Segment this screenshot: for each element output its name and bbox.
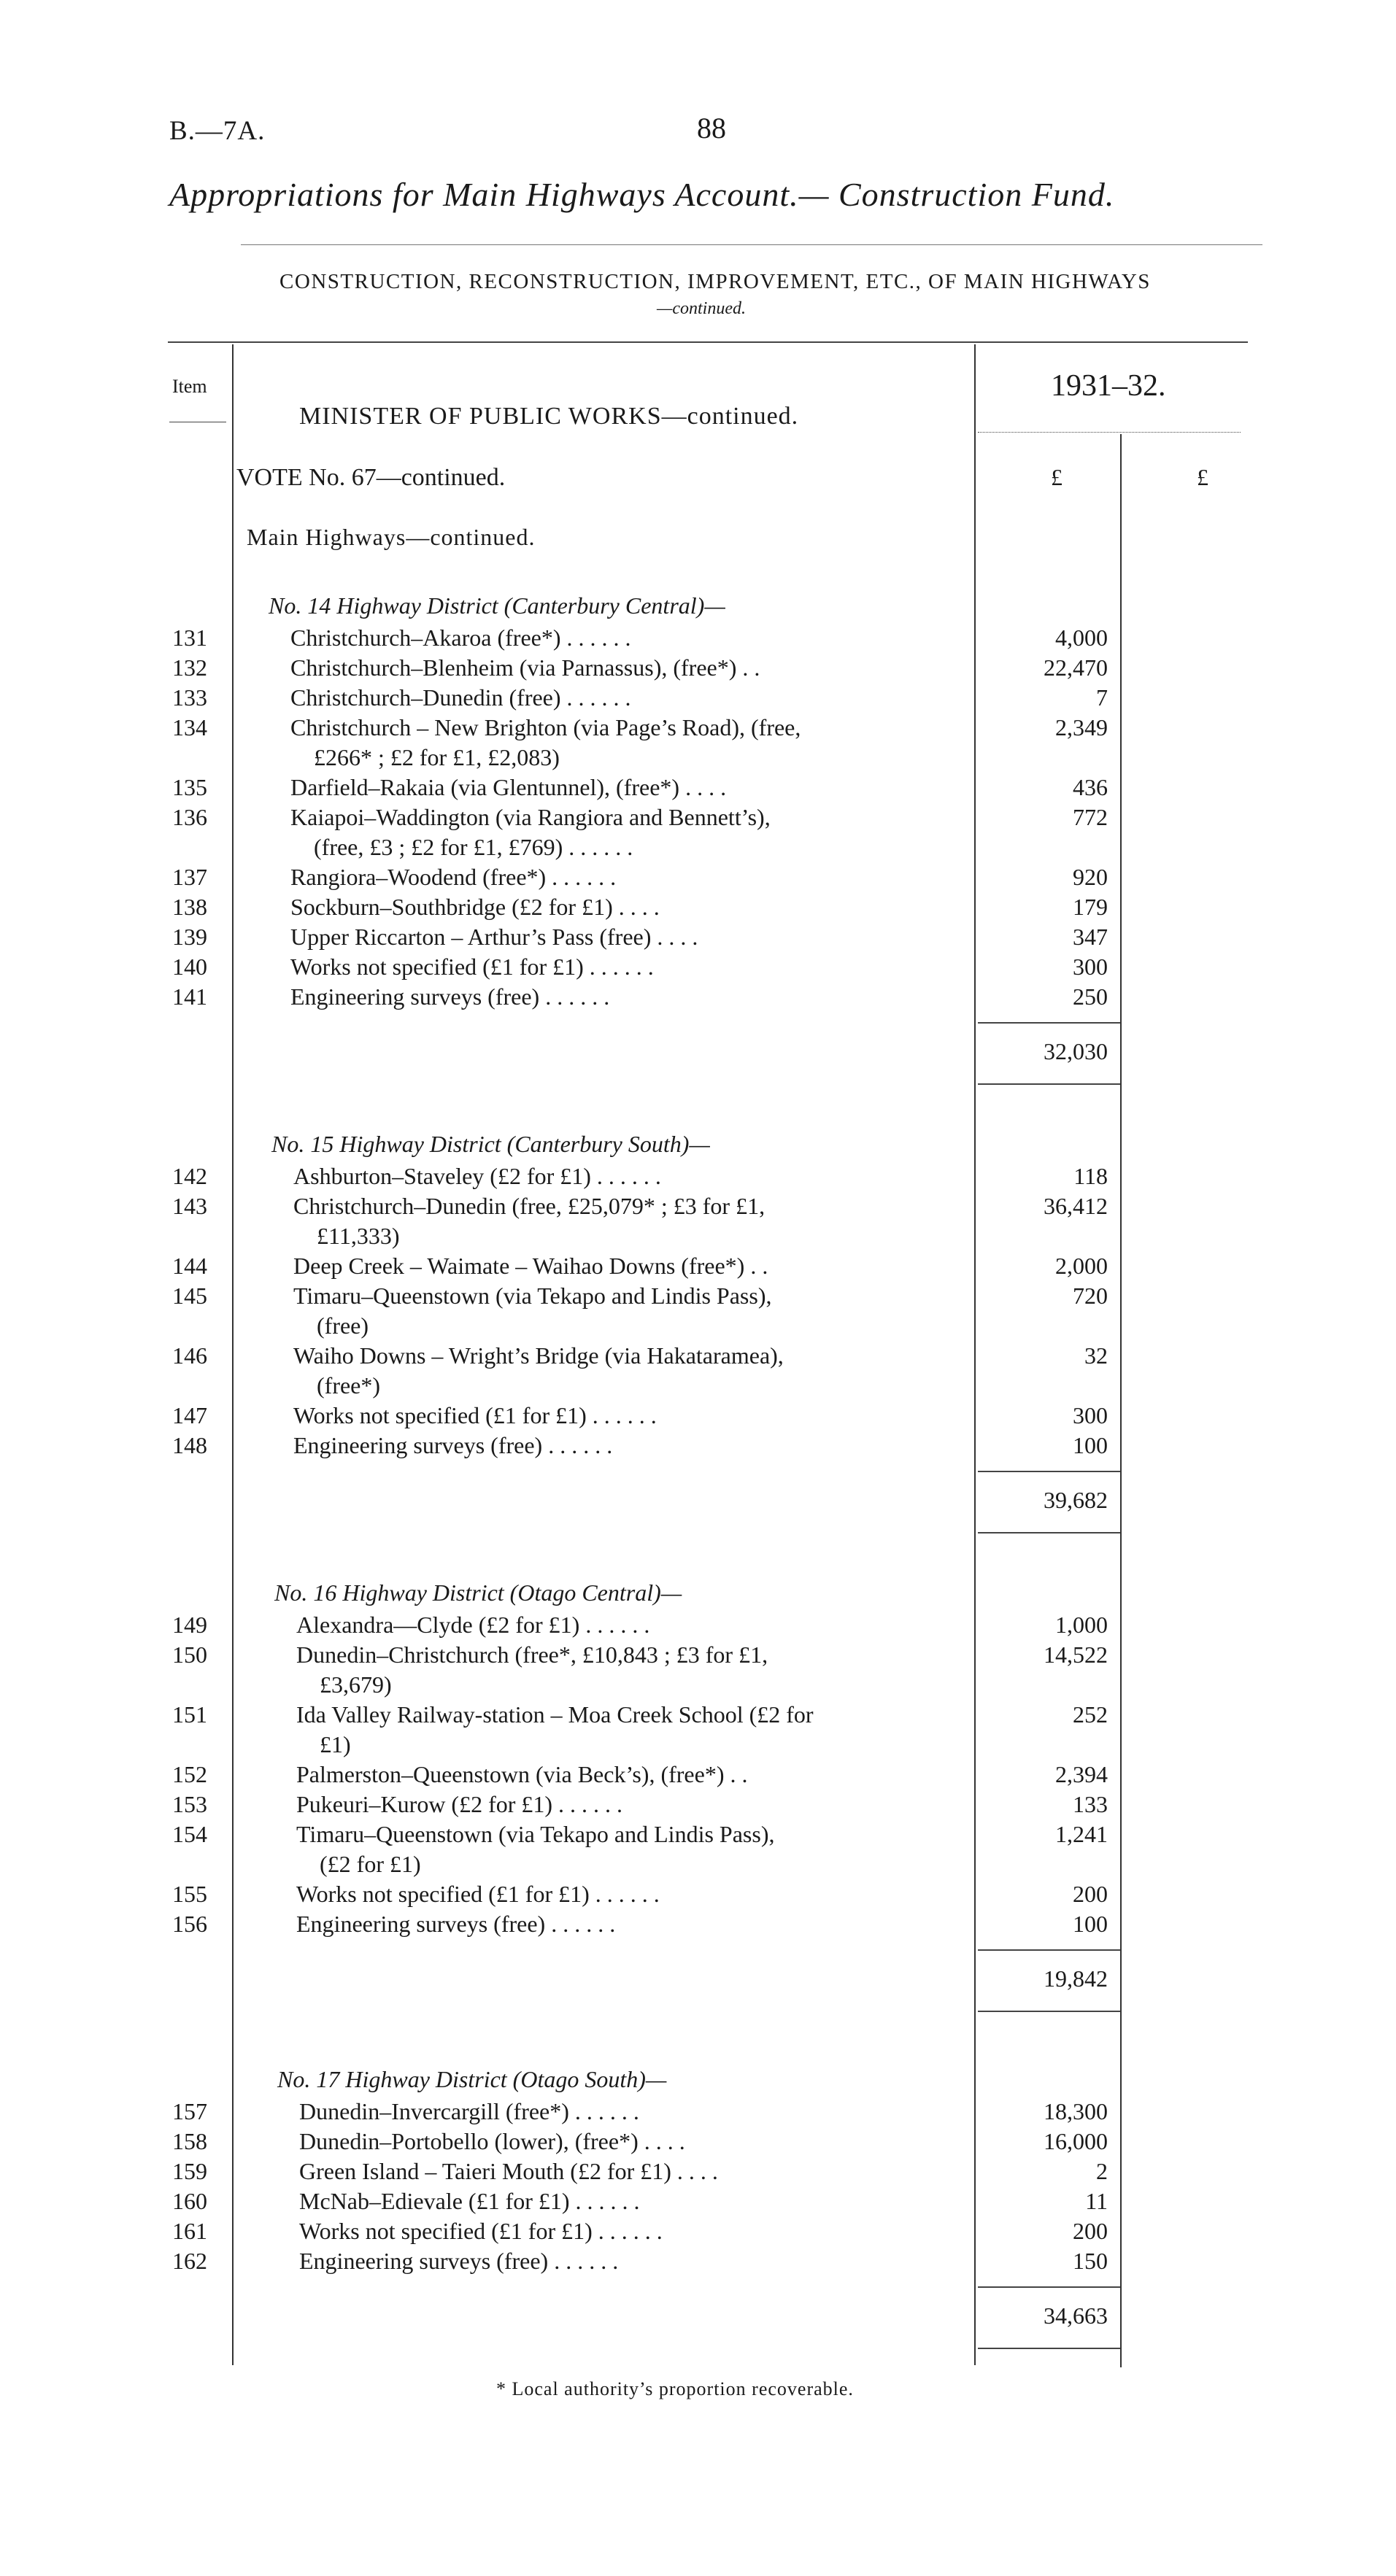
item-number: 153 xyxy=(172,1791,207,1817)
amount-cell: 7 xyxy=(1096,684,1108,711)
item-description: McNab–Edievale (£1 for £1) . . . . . . xyxy=(299,2188,640,2214)
amount-cell: 22,470 xyxy=(1044,654,1108,681)
item-number: 138 xyxy=(172,894,207,920)
amount-cell: 11 xyxy=(1085,2188,1108,2214)
item-description: Sockburn–Southbridge (£2 for £1) . . . . xyxy=(290,894,660,920)
item-description: Works not specified (£1 for £1) . . . . . . xyxy=(296,1881,660,1907)
footnote: * Local authority’s proportion recoverable. xyxy=(496,2378,854,2399)
amount-cell: 1,000 xyxy=(1055,1612,1108,1638)
item-description: Engineering surveys (free) . . . . . . xyxy=(299,2248,619,2274)
item-description: Engineering surveys (free) . . . . . . xyxy=(290,983,610,1010)
subtotal-rule xyxy=(978,2286,1120,2288)
item-description: Timaru–Queenstown (via Tekapo and Lindis Pass), xyxy=(296,1821,775,1847)
top-rule xyxy=(241,244,1262,245)
item-description: Dunedin–Invercargill (free*) . . . . . . xyxy=(299,2098,639,2124)
item-number: 140 xyxy=(172,954,207,980)
item-description: Kaiapoi–Waddington (via Rangiora and Bennett’s), xyxy=(290,804,771,830)
amount-cell: 200 xyxy=(1073,2218,1108,2244)
item-number: 152 xyxy=(172,1761,207,1787)
item-number: 133 xyxy=(172,684,207,711)
item-number: 148 xyxy=(172,1432,207,1458)
item-description: Dunedin–Portobello (lower), (free*) . . . . xyxy=(299,2128,685,2154)
amount-cell: 200 xyxy=(1073,1881,1108,1907)
amount-cell: 300 xyxy=(1073,1402,1108,1428)
item-description: £1) xyxy=(320,1731,351,1757)
item-description: Christchurch–Dunedin (free) . . . . . . xyxy=(290,684,631,711)
amount-cell: 2,394 xyxy=(1055,1761,1108,1787)
item-number: 151 xyxy=(172,1701,207,1728)
item-description: Christchurch–Akaroa (free*) . . . . . . xyxy=(290,624,631,651)
item-description: Christchurch – New Brighton (via Page’s Road), (free, xyxy=(290,714,801,740)
total-rule xyxy=(978,2348,1120,2349)
total-rule xyxy=(978,1083,1120,1085)
amount-cell: 250 xyxy=(1073,983,1108,1010)
item-number: 154 xyxy=(172,1821,207,1847)
item-number: 132 xyxy=(172,654,207,681)
item-description: Works not specified (£1 for £1) . . . . . . xyxy=(299,2218,663,2244)
district-total: 32,030 xyxy=(1044,1038,1108,1064)
item-number: 145 xyxy=(172,1283,207,1309)
table-caption: CONSTRUCTION, RECONSTRUCTION, IMPROVEMENT, ETC., OF MAIN HIGHWAYS xyxy=(279,270,1151,293)
subtotal-rule xyxy=(978,1022,1120,1024)
amount-cell: 347 xyxy=(1073,924,1108,950)
item-description: Christchurch–Dunedin (free, £25,079* ; £3 for £1, xyxy=(293,1193,766,1219)
total-rule xyxy=(978,2011,1120,2012)
district-total: 34,663 xyxy=(1044,2302,1108,2329)
item-description: Upper Riccarton – Arthur’s Pass (free) . . . . xyxy=(290,924,698,950)
item-number: 144 xyxy=(172,1253,207,1279)
item-description: (free*) xyxy=(317,1372,381,1399)
item-description: Timaru–Queenstown (via Tekapo and Lindis Pass), xyxy=(293,1283,772,1309)
amount-cell: 436 xyxy=(1073,774,1108,800)
amount-cell: 14,522 xyxy=(1044,1641,1108,1668)
amount-cell: 1,241 xyxy=(1055,1821,1108,1847)
item-description: Green Island – Taieri Mouth (£2 for £1) . . . . xyxy=(299,2158,718,2184)
amount-cell: 2,000 xyxy=(1055,1253,1108,1279)
item-number: 157 xyxy=(172,2098,207,2124)
item-description: £11,333) xyxy=(317,1223,400,1249)
table-caption-continued: —continued. xyxy=(657,299,746,318)
item-description: Pukeuri–Kurow (£2 for £1) . . . . . . xyxy=(296,1791,623,1817)
item-description: Darfield–Rakaia (via Glentunnel), (free*) . . . . xyxy=(290,774,727,800)
amount-cell: 16,000 xyxy=(1044,2128,1108,2154)
item-description: (free) xyxy=(317,1312,369,1339)
amount-cell: 4,000 xyxy=(1055,624,1108,651)
amount-cell: 118 xyxy=(1073,1163,1108,1189)
page-subtitle: Appropriations for Main Highways Account.— Construction Fund. xyxy=(169,176,1115,213)
amount-cell: 920 xyxy=(1073,864,1108,890)
district-total: 19,842 xyxy=(1044,1965,1108,1992)
district-heading: No. 17 Highway District (Otago South)— xyxy=(277,2066,667,2092)
district-heading: No. 16 Highway District (Otago Central)— xyxy=(274,1579,682,1606)
item-number: 155 xyxy=(172,1881,207,1907)
district-heading: No. 15 Highway District (Canterbury South)— xyxy=(271,1131,710,1157)
item-number: 159 xyxy=(172,2158,207,2184)
minister-heading: MINISTER OF PUBLIC WORKS—continued. xyxy=(299,403,799,430)
item-number: 136 xyxy=(172,804,207,830)
amount-cell: 252 xyxy=(1073,1701,1108,1728)
item-number: 137 xyxy=(172,864,207,890)
amount-cell: 36,412 xyxy=(1044,1193,1108,1219)
page-number: 88 xyxy=(697,112,726,144)
item-number: 158 xyxy=(172,2128,207,2154)
item-number: 149 xyxy=(172,1612,207,1638)
amount-cell: 2 xyxy=(1096,2158,1108,2184)
item-description: Waiho Downs – Wright’s Bridge (via Hakataramea), xyxy=(293,1342,784,1369)
item-description: £3,679) xyxy=(320,1671,392,1698)
item-description: Works not specified (£1 for £1) . . . . . . xyxy=(293,1402,657,1428)
item-description: Engineering surveys (free) . . . . . . xyxy=(296,1911,616,1937)
district-total: 39,682 xyxy=(1044,1487,1108,1513)
document-reference: B.—7A. xyxy=(169,116,266,146)
item-number: 143 xyxy=(172,1193,207,1219)
table-top-rule xyxy=(168,341,1248,343)
amount-cell: 300 xyxy=(1073,954,1108,980)
amount-cell: 2,349 xyxy=(1055,714,1108,740)
total-rule xyxy=(978,1532,1120,1533)
item-number: 134 xyxy=(172,714,207,740)
item-description: Engineering surveys (free) . . . . . . xyxy=(293,1432,613,1458)
amount-cell: 100 xyxy=(1073,1432,1108,1458)
amount-cell: 18,300 xyxy=(1044,2098,1108,2124)
vote-heading: VOTE No. 67—continued. xyxy=(236,464,506,491)
amount-cell: 179 xyxy=(1073,894,1108,920)
main-highways-heading: Main Highways—continued. xyxy=(247,524,536,550)
district-heading: No. 14 Highway District (Canterbury Central)— xyxy=(269,592,725,619)
amount-cell: 100 xyxy=(1073,1911,1108,1937)
year-header-rule xyxy=(978,432,1241,433)
item-number: 147 xyxy=(172,1402,207,1428)
item-description: Deep Creek – Waimate – Waihao Downs (free*) . . xyxy=(293,1253,768,1279)
item-description: Works not specified (£1 for £1) . . . . . . xyxy=(290,954,654,980)
item-number: 160 xyxy=(172,2188,207,2214)
amount-cell: 150 xyxy=(1073,2248,1108,2274)
amount-column-right-divider xyxy=(1120,434,1122,2367)
item-description: £266* ; £2 for £1, £2,083) xyxy=(314,744,560,770)
item-number: 131 xyxy=(172,624,207,651)
amount-cell: 720 xyxy=(1073,1283,1108,1309)
amount-cell: 32 xyxy=(1084,1342,1108,1369)
item-description: Dunedin–Christchurch (free*, £10,843 ; £3 for £1, xyxy=(296,1641,768,1668)
item-description: (free, £3 ; £2 for £1, £769) . . . . . . xyxy=(314,834,633,860)
item-number: 146 xyxy=(172,1342,207,1369)
item-number: 162 xyxy=(172,2248,207,2274)
subtotal-rule xyxy=(978,1471,1120,1472)
item-description: Ida Valley Railway-station – Moa Creek School (£2 for xyxy=(296,1701,814,1728)
item-description: Christchurch–Blenheim (via Parnassus), (free*) . . xyxy=(290,654,760,681)
item-description: Rangiora–Woodend (free*) . . . . . . xyxy=(290,864,617,890)
item-number: 141 xyxy=(172,983,207,1010)
pound-unit-label: £ xyxy=(1197,464,1208,490)
subtotal-rule xyxy=(978,1949,1120,1951)
item-number: 135 xyxy=(172,774,207,800)
item-number: 142 xyxy=(172,1163,207,1189)
item-number: 156 xyxy=(172,1911,207,1937)
year-column-header: 1931–32. xyxy=(1051,369,1166,403)
item-number: 150 xyxy=(172,1641,207,1668)
item-description: (£2 for £1) xyxy=(320,1851,421,1877)
amount-cell: 772 xyxy=(1073,804,1108,830)
item-number: 139 xyxy=(172,924,207,950)
item-number: 161 xyxy=(172,2218,207,2244)
item-description: Alexandra—Clyde (£2 for £1) . . . . . . xyxy=(296,1612,650,1638)
pound-unit-label: £ xyxy=(1051,464,1063,490)
item-column-header: Item xyxy=(172,376,207,397)
amount-cell: 133 xyxy=(1073,1791,1108,1817)
item-description: Ashburton–Staveley (£2 for £1) . . . . . . xyxy=(293,1163,661,1189)
item-description: Palmerston–Queenstown (via Beck’s), (free*) . . xyxy=(296,1761,748,1787)
